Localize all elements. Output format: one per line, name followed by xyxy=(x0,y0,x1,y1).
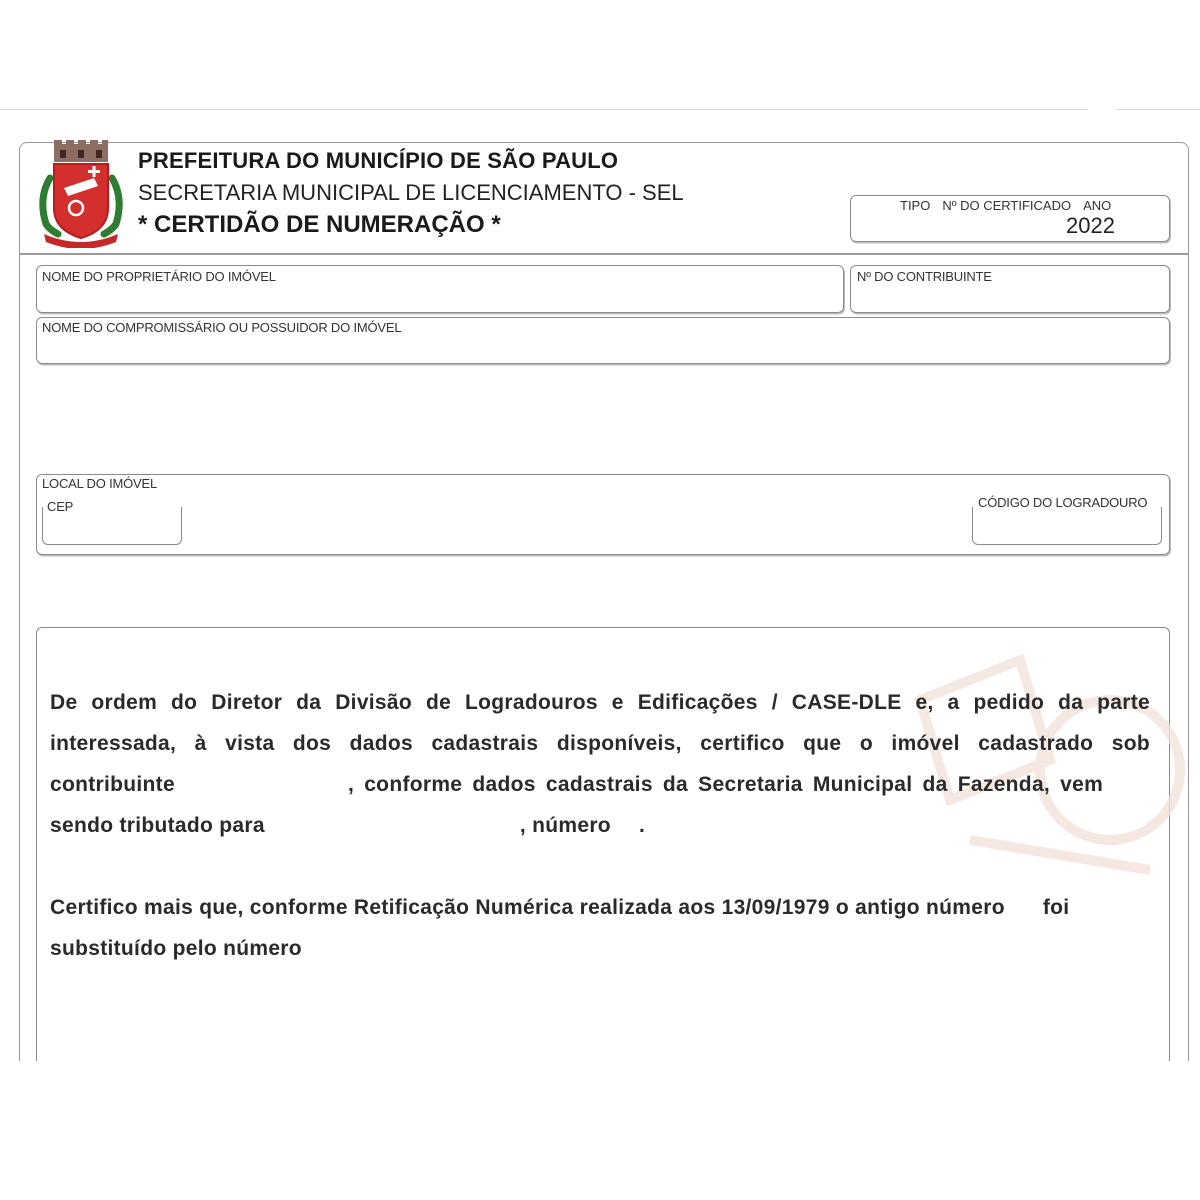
label-certificate-number: Nº DO CERTIFICADO xyxy=(942,198,1072,213)
body-paragraph-1-line-2: interessada, à vista dos dados cadastrais disponíveis, certifico que o imóvel cadastrado sob xyxy=(50,732,1150,755)
street-code-field xyxy=(972,507,1162,545)
header-divider xyxy=(19,253,1189,255)
coat-of-arms-icon xyxy=(36,138,126,248)
text-numero: , número xyxy=(519,814,611,837)
text-foi: foi xyxy=(1042,896,1070,919)
certificate-labels xyxy=(900,198,1123,213)
certificate-year: 2022 xyxy=(1066,213,1115,238)
body-paragraph-1-line-1: De ordem do Diretor da Divisão de Logradouros e Edificações / CASE-DLE e, a pedido da parte xyxy=(50,691,1150,714)
label-tipo: TIPO xyxy=(900,198,931,213)
text-contribuinte: contribuinte xyxy=(50,773,175,796)
text-tributado: sendo tributado para xyxy=(50,814,265,837)
header-secretariat: SECRETARIA MUNICIPAL DE LICENCIAMENTO - SEL xyxy=(138,180,684,205)
street-code-label: CÓDIGO DO LOGRADOURO xyxy=(978,495,1148,510)
body-paragraph-2-line-1 xyxy=(50,887,1150,928)
body-paragraph-1-line-3 xyxy=(50,764,1150,805)
possessor-name-label: NOME DO COMPROMISSÁRIO OU POSSUIDOR DO IMÓVEL xyxy=(42,320,402,335)
body-paragraph-2-line-2: substituído pelo número xyxy=(50,937,302,960)
cep-label: CEP xyxy=(47,499,74,514)
bottom-crop xyxy=(0,1061,1200,1200)
top-divider xyxy=(0,109,1200,110)
divider-gap xyxy=(1088,105,1116,113)
text-period: . xyxy=(638,814,646,837)
text-certifico: Certifico mais que, conforme Retificação Numérica realizada aos 13/09/1979 o antigo número xyxy=(50,896,1005,919)
owner-name-label: NOME DO PROPRIETÁRIO DO IMÓVEL xyxy=(42,269,276,284)
label-ano: ANO xyxy=(1083,198,1112,213)
property-location-label: LOCAL DO IMÓVEL xyxy=(42,476,157,491)
header-municipality: PREFEITURA DO MUNICÍPIO DE SÃO PAULO xyxy=(138,148,619,173)
text-conforme: , conforme dados cadastrais da Secretaria Municipal da Fazenda, vem xyxy=(347,773,1104,796)
taxpayer-number-label: Nº DO CONTRIBUINTE xyxy=(857,269,992,284)
document-title: * CERTIDÃO DE NUMERAÇÃO * xyxy=(138,211,501,238)
body-paragraph-1-line-4 xyxy=(50,805,1150,846)
